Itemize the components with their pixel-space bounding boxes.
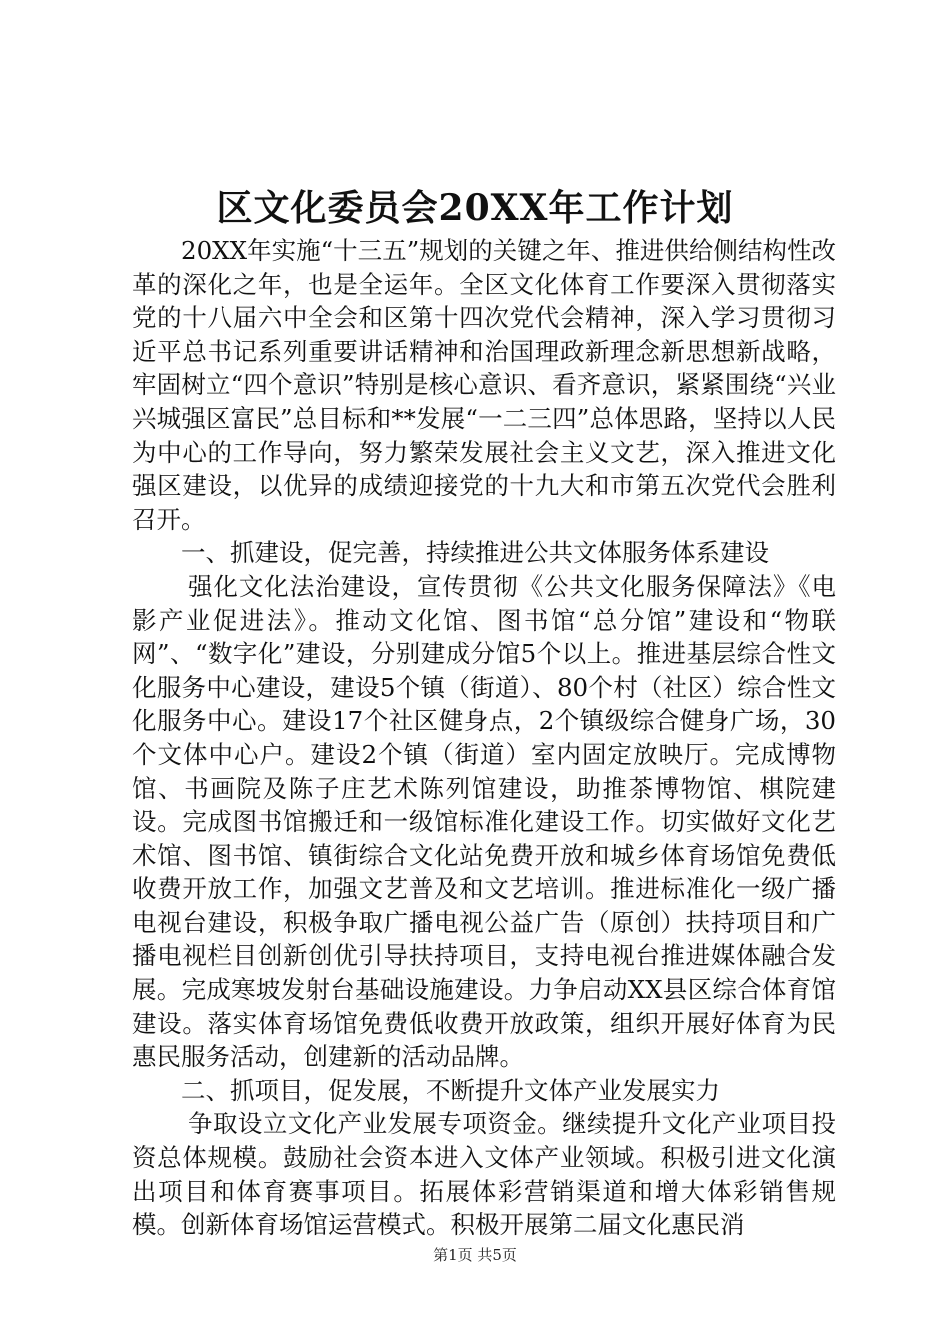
paragraph-section-1: 强化文化法治建设，宣传贯彻《公共文化服务保障法》《电影产业促进法》。推动文化馆、图书馆“总分馆”建设和“物联网”、“数字化”建设，分别建成分馆5个以上。推进基层综合性文化服务中心建设，建设5个镇（街道）、80个村（社区）综合性文化服务中心。建设17个社区健身点，2个镇级综合健身广场，30个文体中心户。建设2个镇（街道）室内固定放映厅。完成博物馆、书画院及陈子庄艺术陈列馆建设，助推茶博物馆、棋院建设。完成图书馆搬迁和一级馆标准化建设工作。切实做好文化艺术馆、图书馆、镇街综合文化站免费开放和城乡体育场馆免费低收费开放工作，加强文艺普及和文艺培训。推进标准化一级广播电视台建设，积极争取广播电视公益广告（原创）扶持项目和广播电视栏目创新创优引导扶持项目，支持电视台推进媒体融合发展。完成寒坡发射台基础设施建设。力争启动XX县区综合体育馆建设。落实体育场馆免费低收费开放政策，组织开展好体育为民惠民服务活动，创建新的活动品牌。 [132, 571, 836, 1072]
page-number: 第1页 共5页 [433, 1246, 517, 1264]
section-heading-1: 一、抓建设，促完善，持续推进公共文体服务体系建设 [181, 538, 769, 568]
document-title: 区文化委员会20XX年工作计划 [216, 187, 734, 229]
section-heading-2: 二、抓项目，促发展，不断提升文体产业发展实力 [181, 1075, 720, 1105]
paragraph-intro: 20XX年实施“十三五”规划的关键之年、推进供给侧结构性改革的深化之年，也是全运年。全区文化体育工作要深入贯彻落实党的十八届六中全会和区第十四次党代会精神，深入学习贯彻习近平总书记系列重要讲话精神和治国理政新理念新思想新战略，牢固树立“四个意识”特别是核心意识、看齐意识，紧紧围绕“兴业兴城强区富民”总目标和**发展“一二三四”总体思路，坚持以人民为中心的工作导向，努力繁荣发展社会主义文艺，深入推进文化强区建设，以优异的成绩迎接党的十九大和市第五次党代会胜利召开。 [132, 236, 836, 534]
document-body [132, 234, 836, 1242]
paragraph-section-2: 争取设立文化产业发展专项资金。继续提升文化产业项目投资总体规模。鼓励社会资本进入文体产业领域。积极引进文化演出项目和体育赛事项目。拓展体彩营销渠道和增大体彩销售规模。创新体育场馆运营模式。积极开展第二届文化惠民消 [132, 1109, 836, 1240]
